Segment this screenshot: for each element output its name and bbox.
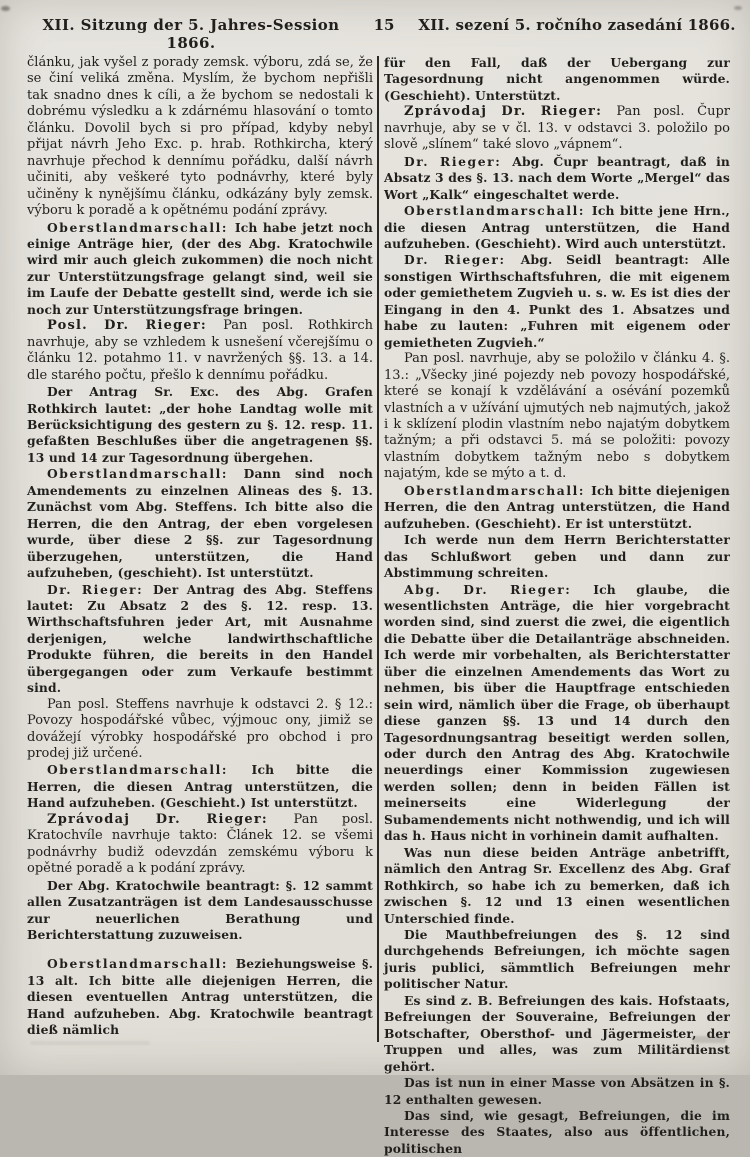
paragraph: für den Fall, daß der Uebergang zur Tagesordnung nicht angenommen würde. (Geschieht). Unterstützt. [384, 55, 730, 103]
paragraph: Pan posl. Steffens navrhuje k odstavci 2. § 12.: Povozy hospodářské vůbec, výjmouc ony, jimiž se dovážejí výrobky hospodářské pro obchod i pro prodej již určené. [27, 696, 373, 762]
speaker-name: Zprávodaj Dr. Rieger: [404, 104, 617, 120]
paragraph: Ich werde nun dem Herrn Berichterstatter das Schlußwort geben und dann zur Abstimmung schreiten. [384, 532, 730, 581]
speaker-name: Oberstlandmarschall: [47, 466, 244, 482]
paragraph: Der Abg. Kratochwile beantragt: §. 12 sammt allen Zusatzanträgen ist dem Landesausschusse zur neuerlichen Berathung und Berichterstattung zuzuweisen. [27, 877, 373, 943]
column-divider-rule [377, 56, 379, 1042]
paragraph: Die Mauthbefreiungen des §. 12 sind durchgehends Befreiungen, ich möchte sagen juris publici, sämmtlich Befreiungen mehr politischer Natur. [384, 927, 730, 992]
paragraph: Der Antrag Sr. Exc. des Abg. Grafen Rothkirch lautet: „der hohe Landtag wolle mit Berücksichtigung des gestern zu §. 12. resp. 11. gefaßten Beschlußes über die angetragenen §§. 13 und 14 zur Tagesordnung übergehen. [27, 384, 373, 465]
speaker-name: Dr. Rieger: [404, 252, 521, 268]
speaker-name: Dr. Rieger: [47, 581, 153, 597]
paragraph: Oberstlandmarschall: Ich bitte diejenigen Herren, die den Antrag unterstützen, die Hand aufzuheben. (Geschieht). Er ist unterstützt. [384, 482, 730, 531]
speaker-name: Oberstlandmarschall: [404, 482, 592, 498]
paragraph: Es sind z. B. Befreiungen des kais. Hofstaats, Befreiungen der Souveraine, Befreiungen der Botschafter, Obersthof- und Jägermeister, der Truppen und alles, was zum Militärdienst gehört. [384, 992, 730, 1074]
paragraph: Das ist nun in einer Masse von Absätzen in §. 12 enthalten gewesen. [384, 1075, 730, 1107]
speaker-name: Oberstlandmarschall: [47, 219, 235, 235]
paragraph: Dr. Rieger: Der Antrag des Abg. Steffens lautet: Zu Absatz 2 des §. 12. resp. 13. Wirthschaftsfuhren jeder Art, mit Ausnahme derjenigen, welche landwirthschaftliche Produkte führen, die bereits in den Handel übergegangen oder zum Verkaufe bestimmt sind. [27, 581, 373, 696]
paragraph: článku, jak vyšel z porady zemsk. výboru, zdá se, že se činí veliká změna. Myslím, že bychom nepřišli tak snadno dnes k cíli, a že bychom se nedostali k dobrému výsledku a k zdárnému hlasování o tomto článku. Dovolil bych si pro případ, kdyby nebyl přijat návrh Jeho Exc. p. hrab. Rothkircha, který navrhuje přechod k dennímu pořádku, další návrh učiniti, aby veškeré tyto podnávrhy, které byly učiněny k nynějšímu článku, odkázány byly zemsk. výboru k poradě a k opětnému podání zprávy. [27, 55, 373, 219]
paragraph: Oberstlandmarschall: Ich bitte die Herren, die diesen Antrag unterstützen, die Hand aufzuheben. (Geschieht.) Ist unterstützt. [27, 762, 373, 811]
left-column [27, 55, 373, 1039]
header-title-german: XII. Sitzung der 5. Jahres-Session 1866. [42, 16, 340, 52]
paragraph: Oberstlandmarschall: Ich habe jetzt noch einige Anträge hier, (der des Abg. Kratochwile wird mir auch gleich zukommen) die noch nicht zur Unterstützungsfrage gelangt sind, weil sie im Laufe der Debatte gestellt sind, werde ich sie noch zur Unterstützungsfrage bringen. [27, 219, 374, 317]
speaker-name: Posl. Dr. Rieger: [47, 318, 224, 334]
page-header [26, 16, 736, 52]
paragraph: Zprávodaj Dr. Rieger: Pan posl. Čupr navrhuje, aby se v čl. 13. v odstavci 3. položilo po slově „slínem“ také slovo „vápnem“. [384, 104, 730, 153]
paragraph: Oberstlandmarschall: Ich bitte jene Hrn., die diesen Antrag unterstützen, die Hand aufzuheben. (Geschieht). Wird auch unterstützt. [384, 203, 730, 251]
paragraph: Pan posl. navrhuje, aby se položilo v článku 4. §. 13.: „Všecky jiné pojezdy neb povozy hospodářské, které se konají k vzdělávání a osévání pozemků vlastních a v užívání ujmutých neb najmutých, jakož i k sklízení plodin vlastním nebo najatým dobytkem tažným; a při odstavci 5. má se položiti: povozy vlastním dobytkem tažným nebo s dobytkem najatým, kde se mýto a t. d. [384, 351, 730, 482]
right-column [384, 55, 730, 1157]
page-number: 15 [373, 16, 395, 34]
speaker-name: Oberstlandmarschall: [47, 762, 252, 778]
paragraph: Oberstlandmarschall: Beziehungsweise §. 13 alt. Ich bitte alle diejenigen Herren, die diesen eventuellen Antrag unterstützen, die Hand aufzuheben. Abg. Kratochwile beantragt dieß nämlich [27, 956, 373, 1038]
paragraph: Was nun diese beiden Anträge anbetrifft, nämlich den Antrag Sr. Excellenz des Abg. Graf Rothkirch, so habe ich zu bemerken, daß ich zwischen §. 12 und 13 einen wesentlichen Unterschied finde. [384, 844, 730, 926]
speaker-name: Abg. Dr. Rieger: [404, 581, 594, 597]
paragraph: Zprávodaj Dr. Rieger: Pan posl. Kratochvíle navrhuje takto: Článek 12. se všemi podnávrhy budiž odevzdán zemskému výboru k opětné poradě a k podání zprávy. [27, 811, 374, 877]
speaker-name: Zprávodaj Dr. Rieger: [47, 811, 294, 827]
paragraph: Das sind, wie gesagt, Befreiungen, die im Interesse des Staates, also aus öffentlichen, politischen [384, 1108, 730, 1156]
scan-artifact [734, 6, 742, 10]
speaker-name: Oberstlandmarschall: [47, 956, 236, 972]
paragraph: Abg. Dr. Rieger: Ich glaube, die wesentlichsten Anträge, die hier vorgebracht worden sind, sind zuerst die zwei, die eigentlich die Debatte über die Detailanträge abschneiden. Ich werde mir vorbehalten, als Berichterstatter über die einzelnen Amendements das Wort zu nehmen, bis über die Hauptfrage entschieden sein wird, nämlich über die Frage, ob überhaupt diese ganzen §§. 13 und 14 durch den Tagesordnungsantrag beseitigt werden sollen, oder durch den Antrag des Abg. Kratochwile neuerdings einer Kommission zugewiesen werden sollen; denn in beiden Fällen ist meinerseits eine Widerlegung der Subamendements nicht nothwendig, und ich will das h. Haus nicht in vorhinein damit aufhalten. [384, 581, 731, 844]
paragraph: Dr. Rieger: Abg. Seidl beantragt: Alle sonstigen Wirthschaftsfuhren, die mit eigenem oder gemiethetem Zugvieh u. s. w. Es ist dies der Eingang in den 4. Punkt des 1. Absatzes und habe zu lauten: „Fuhren mit eigenem oder gemietheten Zugvieh.“ [384, 252, 731, 350]
scan-artifact [30, 1041, 150, 1045]
speaker-name: Oberstlandmarschall: [404, 203, 592, 219]
paragraph: Dr. Rieger: Abg. Čupr beantragt, daß in Absatz 3 des §. 13. nach dem Worte „Mergel“ das Wort „Kalk“ eingeschaltet werde. [384, 153, 730, 202]
paragraph: Oberstlandmarschall: Dann sind noch Amendements zu einzelnen Alineas des §. 13. Zunächst vom Abg. Steffens. Ich bitte also die Herren, die den Antrag, der eben vorgelesen wurde, über diese 2 §§. zur Tagesordnung überzugehen, unterstützen, die Hand aufzuheben, (geschieht). Ist unterstützt. [27, 466, 373, 581]
speaker-name: Dr. Rieger: [404, 153, 513, 169]
paragraph: Posl. Dr. Rieger: Pan posl. Rothkirch navrhuje, aby se vzhledem k usnešení včerejšímu o článku 12. potahmo 11. v navržených §§. 13. a 14. dle starého počtu, přešlo k dennímu pořádku. [27, 318, 373, 383]
scan-artifact [1, 6, 10, 11]
scan-artifact [692, 1036, 726, 1043]
header-title-czech: XII. sezení 5. ročního zasedání 1866. [418, 16, 736, 34]
